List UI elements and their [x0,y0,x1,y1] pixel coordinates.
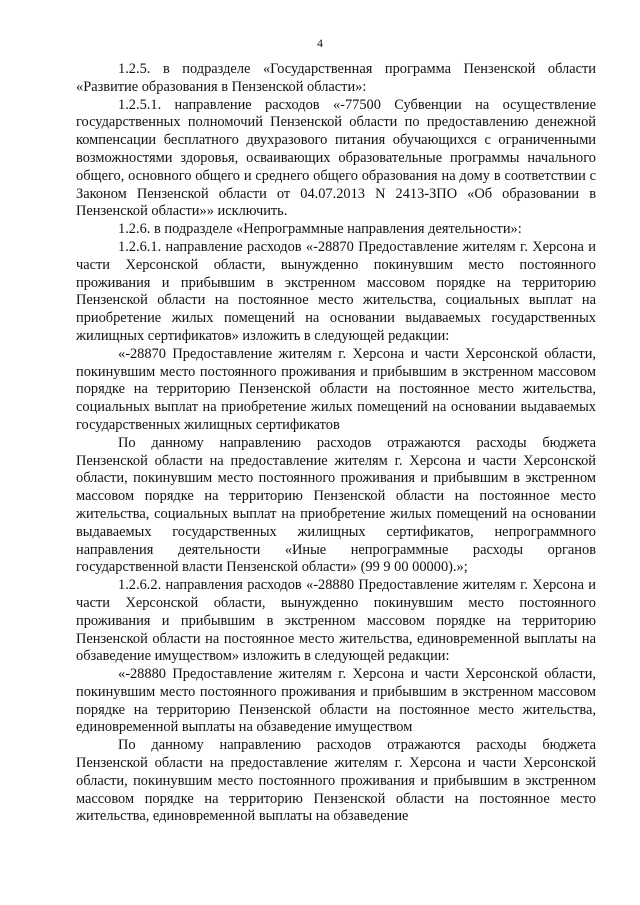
quoted-title-28880: «-28880 Предоставление жителям г. Херсона и части Херсонской области, покинувшим место постоянного проживания и прибывшим в экстренном массовом порядке на территорию Пензенской области на постоянное место жительства, единовременной выплаты на обзаведение имуществом [76,666,596,736]
paragraph-1-2-6-1: 1.2.6.1. направление расходов «-28870 Предоставление жителям г. Херсона и части Херсонской области, вынужденно покинувшим место постоянного проживания и прибывшим в экстренном массовом порядке на территорию Пензенской области на постоянное место жительства, социальных выплат на приобретение жилых помещений на основании выдаваемых государственных жилищных сертификатов» изложить в следующей редакции: [76,238,596,344]
paragraph-1-2-5: 1.2.5. в подразделе «Государственная программа Пензенской области «Развитие образования в Пензенской области»: [76,61,596,95]
paragraph-1-2-5-1: 1.2.5.1. направление расходов «-77500 Субвенции на осуществление государственных полномочий Пензенской области по предоставлению денежной компенсации бесплатного двухразового питания обучающихся с ограниченными возможностями здоровья, осваивающих образовательные программы начального общего, основного общего и среднего общего образования на дому в соответствии с Законом Пензенской области от 04.07.2013 N 2413-ЗПО «Об образовании в Пензенской области»» исключить. [76,96,596,220]
paragraph-1-2-6: 1.2.6. в подразделе «Непрограммные направления деятельности»: [118,221,522,238]
description-28870: По данному направлению расходов отражаются расходы бюджета Пензенской области на предоставление жителям г. Херсона и части Херсонской области, покинувшим место постоянного проживания и прибывшим в экстренном массовом порядке на территорию Пензенской области на постоянное место жительства, социальных выплат на приобретение жилых помещений на основании выдаваемых государственных жилищных сертификатов, непрограммного направления деятельности «Иные непрограммные расходы органов государственной власти Пензенской области» (99 9 00 00000).»; [76,434,596,576]
page-number: 4 [317,36,323,50]
quoted-title-28870: «-28870 Предоставление жителям г. Херсона и части Херсонской области, покинувшим место постоянного проживания и прибывшим в экстренном массовом порядке на территорию Пензенской области на постоянное место жительства, социальных выплат на приобретение жилых помещений на основании выдаваемых государственных жилищных сертификатов [76,345,596,433]
paragraph-1-2-6-2: 1.2.6.2. направления расходов «-28880 Предоставление жителям г. Херсона и части Херсонской области, вынужденно покинувшим место постоянного проживания и прибывшим в экстренном массовом порядке на территорию Пензенской области на постоянное место жительства, единовременной выплаты на обзаведение имуществом» изложить в следующей редакции: [76,577,596,665]
document-body [76,61,596,826]
description-28880: По данному направлению расходов отражаются расходы бюджета Пензенской области на предоставление жителям г. Херсона и части Херсонской области, покинувшим место постоянного проживания и прибывшим в экстренном массовом порядке на территорию Пензенской области на постоянное место жительства, единовременной выплаты на обзаведение [76,737,596,825]
